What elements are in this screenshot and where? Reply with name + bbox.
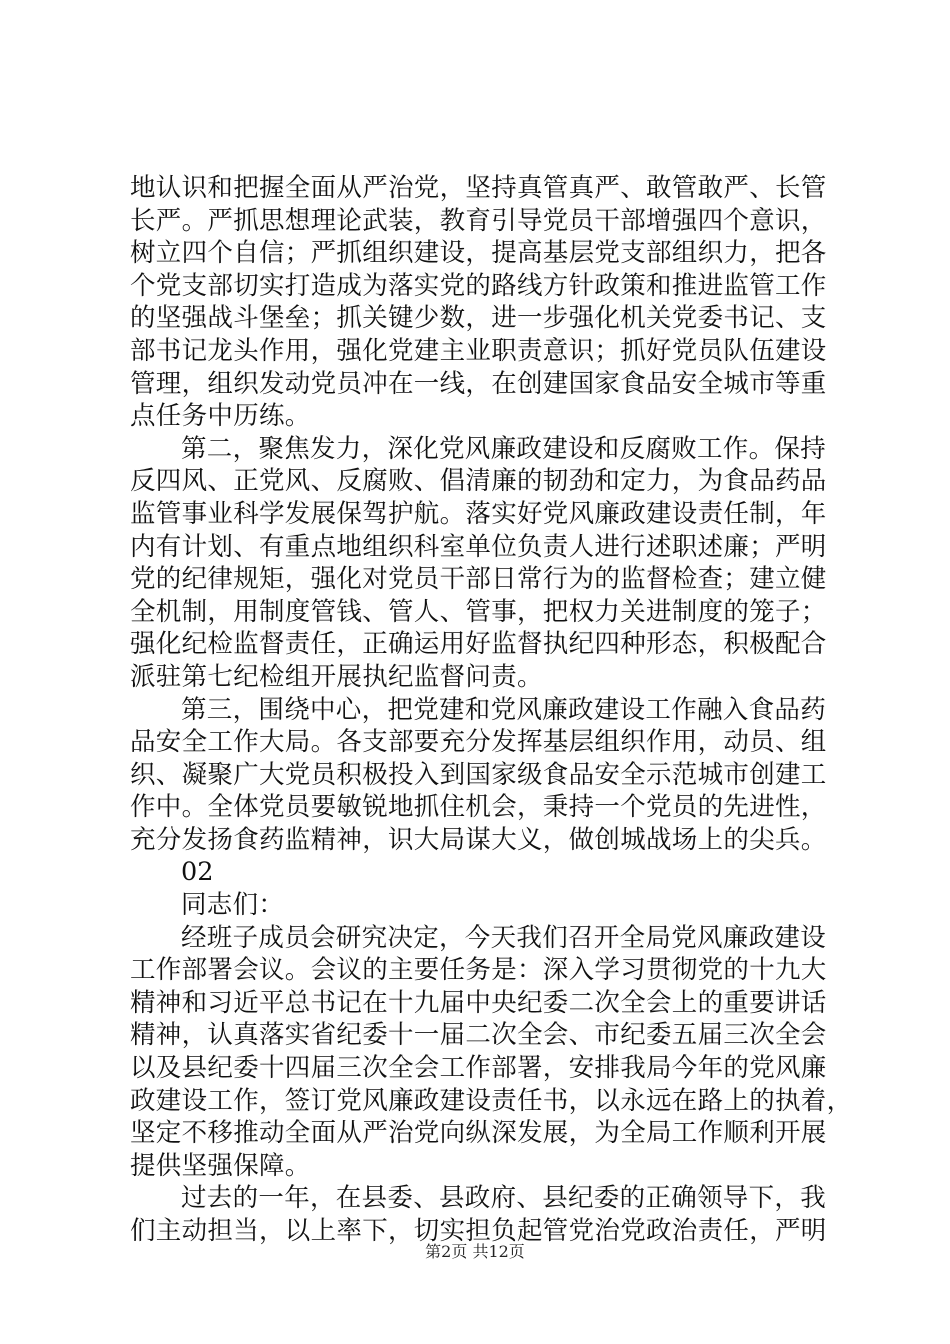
- text-line: 以及县纪委十四届三次全会工作部署，安排我局今年的党风廉: [130, 1053, 827, 1084]
- text-line: 精神，认真落实省纪委十一届二次全会、市纪委五届三次全会: [130, 1020, 827, 1051]
- text-line: 工作部署会议。会议的主要任务是：深入学习贯彻党的十九大: [130, 955, 827, 986]
- paragraph-start-line: 经班子成员会研究决定，今天我们召开全局党风廉政建设: [181, 922, 827, 953]
- text-line: 提供坚强保障。: [130, 1150, 311, 1181]
- text-line: 政建设工作，签订党风廉政建设责任书，以永远在路上的执着，: [130, 1085, 853, 1116]
- text-line: 反四风、正党风、反腐败、倡清廉的韧劲和定力，为食品药品: [130, 466, 827, 497]
- text-line: 个党支部切实打造成为落实党的路线方针政策和推进监管工作: [130, 270, 827, 301]
- text-line: 派驻第七纪检组开展执纪监督问责。: [130, 661, 543, 692]
- text-line: 的坚强战斗堡垒；抓关键少数，进一步强化机关党委书记、支: [130, 303, 827, 334]
- text-line: 点任务中历练。: [130, 401, 311, 432]
- paragraph-start-line: 第三，围绕中心，把党建和党风廉政建设工作融入食品药: [181, 694, 827, 725]
- text-line: 内有计划、有重点地组织科室单位负责人进行述职述廉；严明: [130, 531, 827, 562]
- text-line: 监管事业科学发展保驾护航。落实好党风廉政建设责任制，年: [130, 498, 827, 529]
- text-line: 充分发扬食药监精神，识大局谋大义，做创城战场上的尖兵。: [130, 824, 827, 855]
- text-line: 们主动担当，以上率下，切实担负起管党治党政治责任，严明: [130, 1216, 827, 1246]
- text-line: 强化纪检监督责任，正确运用好监督执纪四种形态，积极配合: [130, 629, 827, 660]
- section-number: 02: [181, 857, 214, 888]
- text-line: 党的纪律规矩，强化对党员干部日常行为的监督检查；建立健: [130, 564, 827, 595]
- text-line: 长严。严抓思想理论武装，教育引导党员干部增强四个意识，: [130, 205, 827, 236]
- text-line: 品安全工作大局。各支部要充分发挥基层组织作用，动员、组: [130, 727, 827, 758]
- text-line: 作中。全体党员要敏锐地抓住机会，秉持一个党员的先进性，: [130, 792, 827, 823]
- text-line: 部书记龙头作用，强化党建主业职责意识；抓好党员队伍建设: [130, 335, 827, 366]
- text-line: 树立四个自信；严抓组织建设，提高基层党支部组织力，把各: [130, 238, 827, 269]
- text-line: 坚定不移推动全面从严治党向纵深发展，为全局工作顺利开展: [130, 1118, 827, 1149]
- text-line: 管理，组织发动党员冲在一线，在创建国家食品安全城市等重: [130, 368, 827, 399]
- salutation: 同志们：: [181, 890, 285, 921]
- document-body: [130, 172, 853, 1248]
- text-line: 地认识和把握全面从严治党，坚持真管真严、敢管敢严、长管: [130, 173, 827, 203]
- text-line: 精神和习近平总书记在十九届中央纪委二次全会上的重要讲话: [130, 987, 827, 1018]
- text-line: 全机制，用制度管钱、管人、管事，把权力关进制度的笼子；: [130, 596, 827, 627]
- text-line: 织、凝聚广大党员积极投入到国家级食品安全示范城市创建工: [130, 759, 827, 790]
- paragraph-start-line: 过去的一年，在县委、县政府、县纪委的正确领导下，我: [181, 1183, 827, 1214]
- page-footer: 第2页 共12页: [425, 1242, 525, 1261]
- paragraph-start-line: 第二，聚焦发力，深化党风廉政建设和反腐败工作。保持: [181, 433, 827, 464]
